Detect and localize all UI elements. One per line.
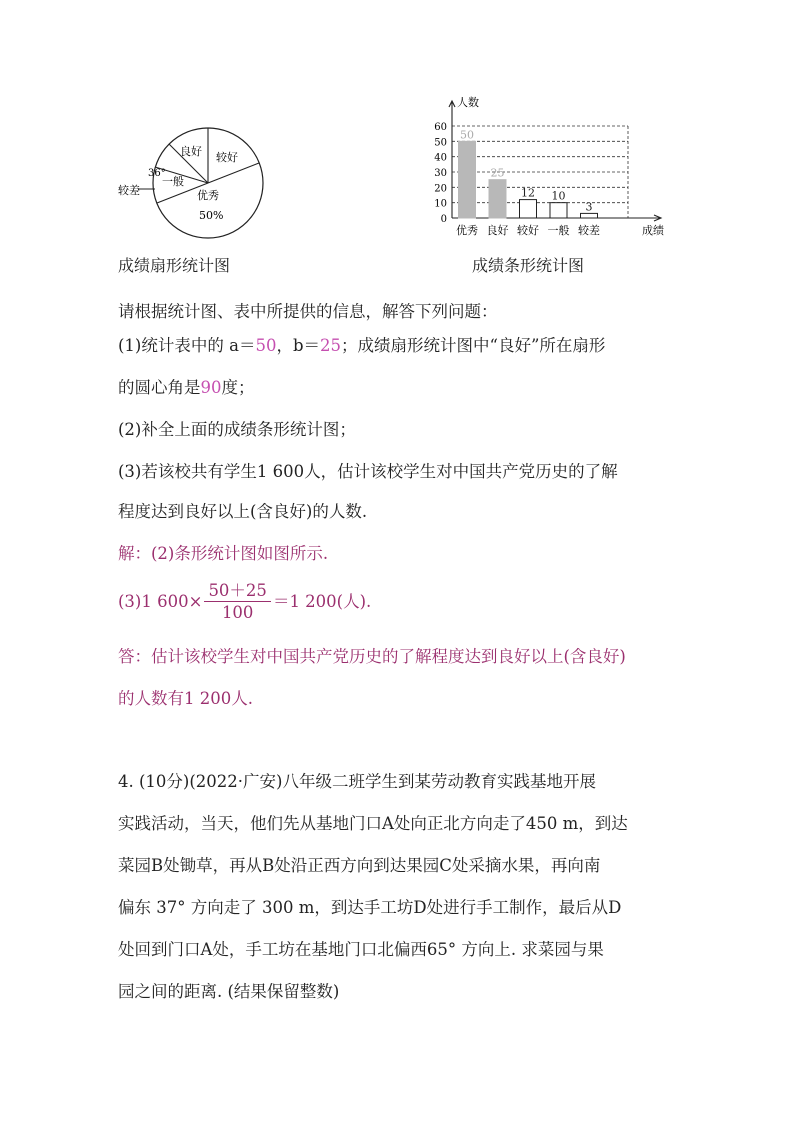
- pie-chart: [100, 115, 300, 255]
- q1-a-text: (1)统计表中的 a＝: [118, 336, 256, 355]
- fraction-numerator: 50＋25: [204, 581, 271, 602]
- pie-label-poor: 较差: [118, 184, 140, 197]
- x-tick-label: 一般: [547, 224, 570, 237]
- answer-line-2: 的人数有1 200人.: [118, 689, 253, 708]
- pie-label-average: 一般: [162, 175, 184, 188]
- pie-radius: [208, 163, 259, 183]
- bar-4: [550, 203, 567, 218]
- answer-line-1: 答：估计该校学生对中国共产党历史的了解程度达到良好以上(含良好): [118, 647, 626, 666]
- bar-chart: [410, 92, 680, 252]
- solution-expr-b: ＝1 200(人).: [272, 592, 372, 611]
- problem-4-line-5: 处回到门口A处，手工坊在基地门口北偏西65° 方向上. 求菜园与果: [118, 940, 604, 959]
- y-tick-label: 40: [434, 152, 447, 164]
- question-2: (2)补全上面的成绩条形统计图；: [118, 420, 356, 439]
- bar-value-label: 25: [490, 166, 505, 180]
- x-tick-label: 较差: [578, 224, 600, 237]
- solution-line-2: [118, 580, 371, 624]
- bar-caption: 成绩条形统计图: [472, 256, 585, 275]
- q1-b-answer: 25: [320, 336, 342, 355]
- q1-c-text: ；成绩扇形统计图中“良好”所在扇形: [341, 336, 606, 355]
- bar-value-label: 12: [521, 186, 535, 200]
- y-tick-label: 30: [434, 168, 447, 179]
- q1-line2-b: 度；: [221, 378, 255, 397]
- q1-a-answer: 50: [255, 336, 277, 355]
- question-3-line-1: (3)若该校共有学生1 600人，估计该校学生对中国共产党历史的了解: [118, 462, 618, 481]
- pie-label-average-angle: 36°: [148, 168, 166, 179]
- y-axis-label: 人数: [457, 96, 479, 109]
- solution-expr-a: (3)1 600×: [118, 592, 203, 611]
- problem-4-line-3: 菜园B处锄草，再从B处沿正西方向到达果园C处采摘水果，再向南: [118, 856, 601, 875]
- pie-label-good: 良好: [180, 145, 202, 158]
- question-1-line-2: [118, 376, 255, 400]
- solution-fraction: [204, 581, 271, 624]
- x-tick-label: 良好: [486, 224, 509, 237]
- y-tick-label: 10: [434, 198, 447, 210]
- bar-value-label: 3: [585, 200, 593, 214]
- q1-line2-a: 的圆心角是: [118, 378, 201, 397]
- question-3-line-2: 程度达到良好以上(含良好)的人数.: [118, 502, 368, 521]
- pie-caption: 成绩扇形统计图: [118, 256, 231, 275]
- q1-b-text: ，b＝: [276, 336, 321, 355]
- solution-line-1: 解：(2)条形统计图如图所示.: [118, 544, 329, 563]
- intro-text: 请根据统计图、表中所提供的信息，解答下列问题：: [118, 302, 498, 321]
- problem-4-line-2: 实践活动，当天，他们先从基地门口A处向正北方向走了450 m，到达: [118, 814, 628, 833]
- y-tick-label: 50: [434, 137, 447, 149]
- pie-label-better: 较好: [216, 151, 238, 164]
- fraction-denominator: 100: [221, 603, 254, 622]
- bar-2: [489, 180, 506, 218]
- y-tick-label: 20: [434, 183, 447, 195]
- problem-4-line-6: 园之间的距离. (结果保留整数): [118, 982, 340, 1001]
- pie-label-excellent: 优秀: [197, 189, 219, 202]
- bar-5: [581, 213, 598, 218]
- q1-angle-answer: 90: [200, 378, 222, 397]
- bar-3: [520, 200, 537, 218]
- question-1-line-1: [118, 334, 605, 358]
- y-tick-label: 60: [434, 122, 447, 133]
- x-axis-label: 成绩: [642, 224, 664, 237]
- bar-value-label: 50: [460, 128, 474, 142]
- x-tick-label: 较好: [517, 224, 539, 237]
- y-tick-label: 0: [440, 214, 447, 225]
- pie-label-excellent-pct: 50%: [199, 209, 224, 222]
- x-tick-label: 优秀: [456, 224, 478, 237]
- problem-4-line-4: 偏东 37° 方向走了 300 m，到达手工坊D处进行手工制作，最后从D: [118, 898, 622, 917]
- bar-1: [459, 141, 476, 218]
- problem-4-line-1: 4. (10分)(2022·广安)八年级二班学生到某劳动教育实践基地开展: [118, 772, 596, 791]
- bar-value-label: 10: [551, 189, 566, 203]
